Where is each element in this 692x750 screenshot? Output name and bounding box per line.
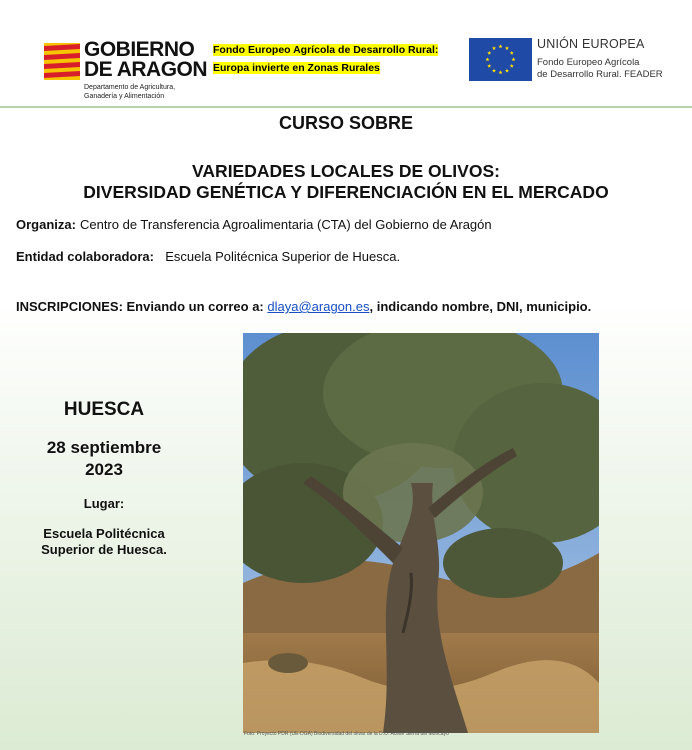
event-date: 28 septiembre 2023 — [46, 438, 162, 479]
organiza-label: Organiza: — [16, 217, 76, 232]
olive-tree-photo — [243, 333, 599, 733]
inscripciones-rest: , indicando nombre, DNI, municipio. — [369, 299, 592, 314]
lugar-label: Lugar: — [83, 496, 125, 511]
course-heading: CURSO SOBRE — [278, 113, 413, 133]
feader-slogan: Fondo Europeo Agrícola de Desarrollo Rural: Europa invierte en Zonas Rurales — [213, 44, 439, 74]
eu-subtitle: Fondo Europeo Agrícola de Desarrollo Rural. FEADER — [537, 57, 663, 80]
gobierno-aragon-logo — [44, 40, 214, 104]
eu-flag-icon — [469, 38, 532, 81]
entidad-label: Entidad colaboradora: — [16, 249, 154, 264]
event-city: HUESCA — [63, 399, 145, 420]
header-bar — [0, 0, 692, 108]
course-title: VARIEDADES LOCALES DE OLIVOS: DIVERSIDAD GENÉTICA Y DIFERENCIACIÓN EN EL MERCADO — [83, 161, 609, 202]
aragon-flag-icon — [44, 43, 80, 80]
eu-title: UNIÓN EUROPEA — [537, 37, 645, 51]
inscripciones-line — [16, 299, 591, 314]
email-link[interactable]: dlaya@aragon.es — [267, 299, 370, 314]
organiza-line — [16, 217, 492, 232]
inscripciones-label: INSCRIPCIONES: Enviando un correo a: — [16, 299, 264, 314]
entidad-value: Escuela Politécnica Superior de Huesca. — [165, 249, 401, 264]
aragon-title: GOBIERNO DE ARAGON — [84, 38, 208, 81]
entidad-line — [16, 249, 400, 264]
organiza-value: Centro de Transferencia Agroalimentaria (CTA) del Gobierno de Aragón — [79, 217, 492, 232]
aragon-department: Departamento de Agricultura, Ganadería y Alimentación — [84, 84, 176, 100]
photo-credit: Foto: Proyecto PDR (UE-DGA) Biodiversidad del olivar de la D.O. Aceite Sierra del Moncayo — [244, 731, 449, 737]
lugar-value: Escuela Politécnica Superior de Huesca. — [41, 526, 167, 557]
